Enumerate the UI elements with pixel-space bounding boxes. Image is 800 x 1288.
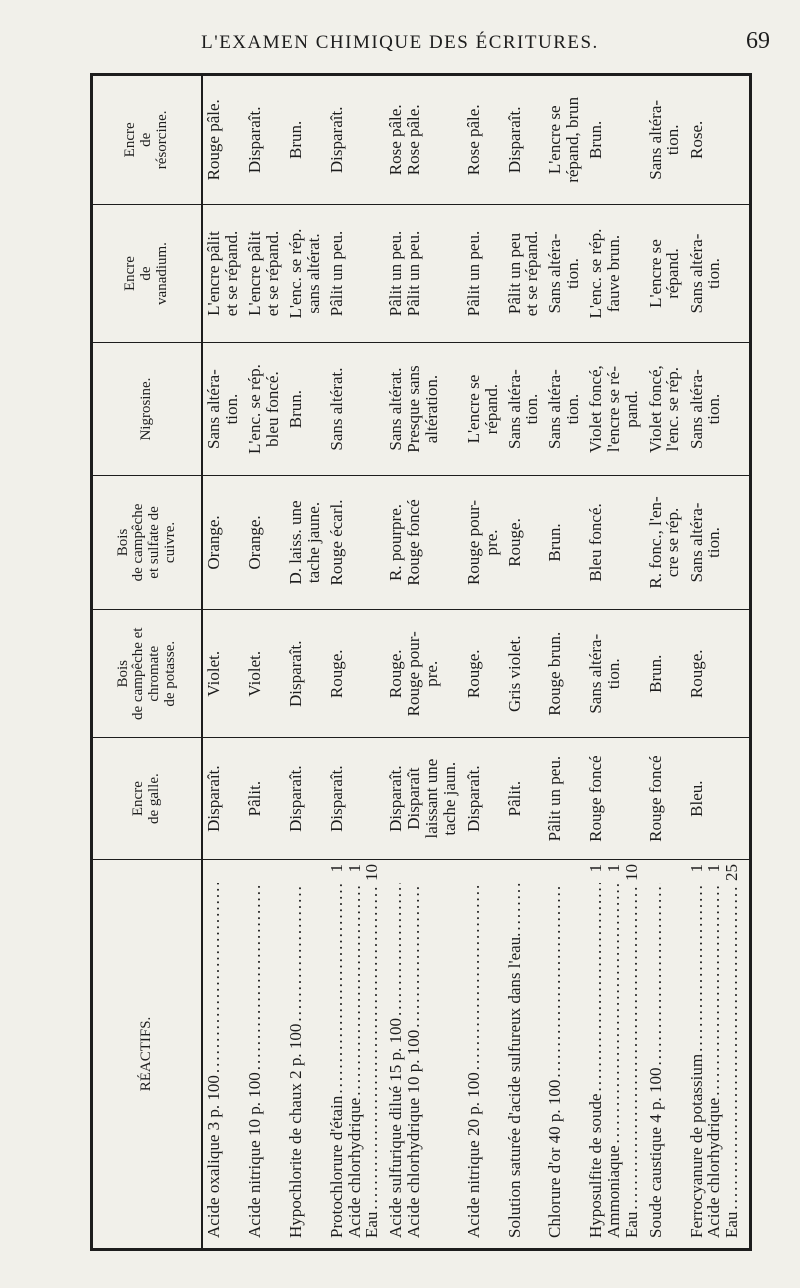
header-line: RÉACTIFS. bbox=[138, 1016, 155, 1092]
result-line: Disparaît. bbox=[463, 765, 483, 832]
dot-leader bbox=[647, 883, 665, 1066]
result-cell bbox=[504, 738, 545, 860]
header-line: de bbox=[138, 266, 155, 281]
result-line: L'encre pâlit bbox=[204, 231, 223, 316]
result-line: fauve brun. bbox=[604, 234, 624, 313]
result-cell bbox=[244, 76, 285, 204]
reactif-parts: 10 bbox=[362, 863, 382, 881]
result-line: tion. bbox=[704, 393, 724, 425]
result-cell bbox=[463, 76, 504, 204]
reactif-name: Acide chlorhydrique bbox=[344, 1097, 364, 1238]
result-cell bbox=[585, 204, 644, 343]
header-line: chromate bbox=[146, 645, 162, 702]
result-cell bbox=[686, 475, 750, 609]
result-line: Sans altérat. bbox=[326, 367, 346, 451]
result-cell bbox=[385, 475, 463, 609]
result-line: répand. bbox=[663, 248, 683, 299]
reactif-name: Acide oxalique 3 p. 100 bbox=[204, 1075, 223, 1238]
result-line: tion. bbox=[704, 258, 724, 289]
reactif-line bbox=[605, 864, 623, 1238]
result-cell bbox=[544, 204, 585, 343]
result-line: Orange. bbox=[244, 515, 264, 570]
dot-leader bbox=[723, 884, 741, 1210]
result-line: Pâlit un peu. bbox=[326, 230, 346, 317]
result-line: Bleu foncé. bbox=[586, 503, 606, 582]
reactif-parts: 1 bbox=[586, 863, 606, 873]
reactif-name: Eau bbox=[722, 1211, 742, 1238]
result-line: R. fonc., l'en- bbox=[645, 496, 665, 589]
running-title: L'EXAMEN CHIMIQUE DES ÉCRITURES. bbox=[201, 32, 599, 53]
table-frame bbox=[90, 73, 752, 1251]
dot-leader bbox=[328, 883, 346, 1094]
reactif-parts: 1 bbox=[704, 863, 724, 873]
result-cell bbox=[285, 610, 326, 738]
result-line: Sans altéra- bbox=[204, 369, 223, 449]
result-cell bbox=[202, 610, 244, 738]
reactif-parts: 1 bbox=[686, 863, 706, 873]
table-row bbox=[385, 76, 463, 1248]
header-line: Bois bbox=[114, 660, 131, 688]
header-line: Encre bbox=[122, 256, 139, 292]
result-cell bbox=[326, 610, 385, 738]
dot-leader bbox=[587, 883, 605, 1092]
result-line: Rouge brun. bbox=[545, 631, 565, 716]
result-line: Rose. bbox=[686, 120, 706, 159]
result-line: Disparaît. bbox=[204, 765, 223, 832]
dot-leader bbox=[623, 884, 641, 1210]
result-cell bbox=[285, 204, 326, 343]
result-line: Pâlit un peu. bbox=[385, 230, 405, 317]
page-number: 69 bbox=[746, 28, 770, 54]
result-cell bbox=[285, 343, 326, 475]
reagents-table bbox=[93, 76, 749, 1248]
result-line: et se répand. bbox=[262, 230, 282, 317]
result-line: Brun. bbox=[285, 120, 305, 159]
result-cell bbox=[244, 738, 285, 860]
result-line: Gris violet. bbox=[504, 635, 524, 713]
result-cell bbox=[385, 610, 463, 738]
column-header-nigrosine bbox=[93, 343, 202, 475]
result-cell bbox=[285, 738, 326, 860]
result-line: pre. bbox=[481, 529, 501, 556]
result-line: Sans altérat. bbox=[385, 367, 405, 451]
result-line: Rouge foncé bbox=[586, 755, 606, 842]
result-line: Brun. bbox=[285, 389, 305, 429]
column-header-campeche-chromate bbox=[93, 610, 202, 738]
result-cell bbox=[326, 76, 385, 204]
reactif-name: Ammoniaque bbox=[604, 1145, 624, 1238]
result-line: Disparaît. bbox=[285, 640, 305, 708]
result-cell bbox=[326, 343, 385, 475]
header-line: de galle. bbox=[146, 773, 162, 825]
dot-leader bbox=[246, 883, 264, 1070]
result-cell bbox=[686, 610, 750, 738]
table-row bbox=[285, 76, 326, 1248]
table-row bbox=[585, 76, 644, 1248]
result-line: altération. bbox=[421, 374, 441, 444]
column-header-campeche-sulfate bbox=[93, 475, 202, 609]
reactif-parts: 25 bbox=[722, 863, 742, 881]
result-cell bbox=[385, 76, 463, 204]
reactif-line bbox=[465, 864, 483, 1238]
result-line: Disparaît. bbox=[385, 765, 405, 832]
result-line: sans altérat. bbox=[303, 233, 323, 314]
result-line: tion. bbox=[522, 393, 542, 425]
result-line: laissant une bbox=[421, 758, 441, 839]
header-line: de campêche et bbox=[130, 627, 147, 720]
result-cell bbox=[202, 738, 244, 860]
result-line: Rouge. bbox=[463, 649, 483, 699]
result-cell bbox=[202, 475, 244, 609]
result-cell bbox=[544, 475, 585, 609]
dot-leader bbox=[346, 883, 364, 1096]
reactif-line bbox=[587, 864, 605, 1238]
result-line: Rouge écarl. bbox=[326, 499, 346, 586]
result-line: Rouge. bbox=[686, 649, 706, 699]
column-header-reactifs bbox=[93, 859, 202, 1248]
result-cell bbox=[326, 475, 385, 609]
table-row bbox=[645, 76, 686, 1248]
result-line: L'encre se bbox=[645, 239, 665, 308]
page-header bbox=[90, 28, 770, 58]
result-line: L'encre se bbox=[545, 105, 565, 175]
result-line: Bleu. bbox=[686, 780, 706, 817]
result-line: R. pourpre. bbox=[385, 504, 405, 581]
reactif-cell bbox=[585, 859, 644, 1248]
result-cell bbox=[463, 610, 504, 738]
result-line: Disparaît. bbox=[244, 106, 264, 174]
result-line: Rouge foncé bbox=[645, 755, 665, 842]
reactif-name: Acide chlorhydrique bbox=[704, 1097, 724, 1238]
result-line: D. laiss. une bbox=[285, 500, 305, 585]
reactif-name: Eau bbox=[362, 1211, 382, 1238]
result-cell bbox=[385, 343, 463, 475]
column-header-vanadium bbox=[93, 204, 202, 343]
result-cell bbox=[244, 204, 285, 343]
reactif-line bbox=[287, 864, 305, 1238]
result-cell bbox=[686, 76, 750, 204]
result-line: L'enc. se rép. bbox=[586, 228, 606, 319]
reactif-line bbox=[363, 864, 381, 1238]
result-line: Rouge pour- bbox=[403, 631, 423, 717]
result-line: Disparaît. bbox=[285, 765, 305, 832]
result-line: tache jaun. bbox=[439, 761, 459, 836]
reactif-cell bbox=[504, 859, 545, 1248]
result-cell bbox=[504, 610, 545, 738]
reactif-line bbox=[723, 864, 741, 1238]
result-line: Pâlit un peu bbox=[504, 232, 524, 315]
result-line: Disparaît bbox=[403, 767, 423, 830]
result-cell bbox=[645, 610, 686, 738]
result-cell bbox=[585, 76, 644, 204]
result-line: Rose pâle. bbox=[385, 104, 405, 176]
result-line: pand. bbox=[622, 390, 642, 428]
reactif-cell bbox=[686, 859, 750, 1248]
result-line: Pâlit. bbox=[244, 780, 264, 817]
result-line: Rouge. bbox=[326, 649, 346, 699]
result-line: tion. bbox=[663, 124, 683, 156]
reactif-parts: 1 bbox=[344, 863, 364, 873]
dot-leader bbox=[363, 884, 381, 1210]
result-cell bbox=[645, 738, 686, 860]
result-cell bbox=[645, 475, 686, 609]
result-line: tache jaune. bbox=[303, 501, 323, 584]
dot-leader bbox=[605, 883, 623, 1143]
result-line: Disparaît. bbox=[326, 106, 346, 174]
result-line: tion. bbox=[604, 658, 624, 690]
table-body bbox=[202, 76, 749, 1248]
result-cell bbox=[585, 343, 644, 475]
result-line: Pâlit. bbox=[504, 780, 524, 817]
reactif-line bbox=[387, 864, 405, 1238]
result-cell bbox=[326, 204, 385, 343]
result-line: L'encre pâlit bbox=[244, 231, 264, 316]
result-cell bbox=[504, 475, 545, 609]
result-line: Sans altéra- bbox=[504, 369, 524, 449]
result-line: et se répand. bbox=[522, 230, 542, 317]
result-cell bbox=[202, 76, 244, 204]
reactif-name: Hyposulfite de soude bbox=[586, 1093, 606, 1238]
result-line: L'enc. se rép. bbox=[244, 364, 264, 455]
result-line: Violet. bbox=[244, 650, 264, 697]
reactif-cell bbox=[645, 859, 686, 1248]
reactif-cell bbox=[244, 859, 285, 1248]
reactif-name: Chlorure d'or 40 p. 100 bbox=[545, 1079, 565, 1238]
header-line: Encre bbox=[130, 781, 147, 817]
header-line: de potasse. bbox=[161, 640, 178, 707]
reactif-line bbox=[688, 864, 706, 1238]
reactif-line bbox=[705, 864, 723, 1238]
result-line: Pâlit un peu. bbox=[463, 230, 483, 317]
column-header-encre-de-galle bbox=[93, 738, 202, 860]
reactif-name: Acide nitrique 10 p. 100 bbox=[244, 1072, 264, 1238]
reactif-line bbox=[506, 864, 524, 1238]
result-line: Pâlit un peu. bbox=[403, 230, 423, 317]
header-line: résorcine. bbox=[153, 110, 170, 170]
reactif-line bbox=[647, 864, 665, 1238]
dot-leader bbox=[506, 883, 524, 931]
reactif-name: Protochlorure d'étain bbox=[326, 1095, 346, 1238]
reactif-cell bbox=[326, 859, 385, 1248]
dot-leader bbox=[387, 883, 405, 1016]
result-line: Disparaît. bbox=[326, 765, 346, 832]
result-cell bbox=[463, 475, 504, 609]
result-line: Disparaît. bbox=[504, 106, 524, 174]
result-line: Sans altéra- bbox=[645, 99, 665, 180]
reactif-name: Ferrocyanure de potassium bbox=[686, 1053, 706, 1238]
result-line: Violet foncé, bbox=[586, 365, 606, 453]
result-line: Rouge foncé bbox=[403, 499, 423, 586]
reactif-name: Eau bbox=[622, 1211, 642, 1238]
result-cell bbox=[504, 76, 545, 204]
result-cell bbox=[244, 475, 285, 609]
header-line: et sulfate de bbox=[146, 506, 162, 579]
result-line: bleu foncé. bbox=[262, 371, 282, 447]
result-line: Presque sans bbox=[403, 365, 423, 453]
result-cell bbox=[285, 76, 326, 204]
result-cell bbox=[463, 343, 504, 475]
result-line: Sans altéra- bbox=[686, 233, 706, 314]
reactif-line bbox=[405, 864, 423, 1238]
table-row bbox=[244, 76, 285, 1248]
header-line: Nigrosine. bbox=[138, 377, 155, 441]
result-cell bbox=[544, 76, 585, 204]
header-line: vanadium. bbox=[153, 242, 170, 305]
header-line: cuivre. bbox=[161, 521, 178, 564]
result-cell bbox=[463, 204, 504, 343]
reactif-name: Hypochlorite de chaux 2 p. 100 bbox=[285, 1023, 305, 1238]
reactif-name: Acide nitrique 20 p. 100 bbox=[463, 1072, 483, 1238]
reactif-line bbox=[205, 864, 223, 1238]
table-row bbox=[504, 76, 545, 1248]
result-cell bbox=[686, 204, 750, 343]
dot-leader bbox=[205, 883, 223, 1073]
result-cell bbox=[686, 738, 750, 860]
result-line: cre se rép. bbox=[663, 507, 683, 578]
result-line: Rouge. bbox=[385, 649, 405, 699]
result-line: L'encre se bbox=[463, 374, 483, 444]
reactif-cell bbox=[385, 859, 463, 1248]
dot-leader bbox=[688, 883, 706, 1052]
table-row bbox=[686, 76, 750, 1248]
result-line: tion. bbox=[563, 393, 583, 425]
result-cell bbox=[585, 610, 644, 738]
result-cell bbox=[202, 204, 244, 343]
result-line: pre. bbox=[421, 660, 441, 687]
result-cell bbox=[544, 610, 585, 738]
result-line: Pâlit un peu. bbox=[545, 755, 565, 842]
column-header-resorcine bbox=[93, 76, 202, 204]
result-cell bbox=[645, 343, 686, 475]
result-line: Orange. bbox=[204, 515, 223, 570]
result-cell bbox=[244, 343, 285, 475]
result-cell bbox=[244, 610, 285, 738]
result-line: Sans altéra- bbox=[545, 369, 565, 449]
result-line: Rouge pâle. bbox=[204, 99, 223, 181]
result-line: Rose pâle. bbox=[463, 104, 483, 176]
result-line: Sans altéra- bbox=[686, 369, 706, 449]
header-line: Encre bbox=[122, 122, 139, 158]
reactif-cell bbox=[285, 859, 326, 1248]
result-line: l'enc. se rép. bbox=[663, 366, 683, 452]
result-cell bbox=[544, 343, 585, 475]
reactif-cell bbox=[463, 859, 504, 1248]
reactif-line bbox=[246, 864, 264, 1238]
header-line: Bois bbox=[114, 528, 131, 557]
result-line: Sans altéra- bbox=[545, 233, 565, 314]
dot-leader bbox=[465, 883, 483, 1070]
result-line: Sans altéra- bbox=[586, 633, 606, 714]
result-cell bbox=[385, 738, 463, 860]
result-line: Brun. bbox=[645, 654, 665, 693]
result-cell bbox=[585, 738, 644, 860]
table-row bbox=[326, 76, 385, 1248]
result-line: Violet foncé, bbox=[645, 365, 665, 453]
reactif-name: Acide chlorhydrique 10 p. 100 bbox=[403, 1029, 423, 1238]
result-line: tion. bbox=[704, 527, 724, 558]
result-line: répand, brun bbox=[563, 96, 583, 183]
result-cell bbox=[544, 738, 585, 860]
reactif-name: Acide sulfurique dilué 15 p. 100 bbox=[385, 1017, 405, 1238]
table-header-row bbox=[93, 76, 202, 1248]
result-cell bbox=[504, 343, 545, 475]
reactif-line bbox=[546, 864, 564, 1238]
reactif-cell bbox=[544, 859, 585, 1248]
reactif-line bbox=[328, 864, 346, 1238]
result-cell bbox=[645, 204, 686, 343]
reactif-cell bbox=[202, 859, 244, 1248]
result-line: répand. bbox=[481, 383, 501, 435]
reactif-name: Solution saturée d'acide sulfureux dans l'eau. bbox=[504, 932, 524, 1238]
dot-leader bbox=[705, 883, 723, 1096]
table-row bbox=[463, 76, 504, 1248]
reactif-line bbox=[623, 864, 641, 1238]
result-cell bbox=[385, 204, 463, 343]
result-cell bbox=[504, 204, 545, 343]
table-row bbox=[202, 76, 244, 1248]
result-line: Rouge. bbox=[504, 518, 524, 567]
reactif-parts: 1 bbox=[326, 863, 346, 873]
result-cell bbox=[645, 76, 686, 204]
result-line: l'encre se ré- bbox=[604, 366, 624, 453]
result-cell bbox=[585, 475, 644, 609]
result-line: Sans altéra- bbox=[686, 502, 706, 583]
result-line: et se répand. bbox=[221, 230, 241, 317]
table-row bbox=[544, 76, 585, 1248]
result-line: Violet. bbox=[204, 650, 223, 697]
result-line: Brun. bbox=[545, 523, 565, 562]
result-line: Brun. bbox=[586, 120, 606, 159]
result-cell bbox=[686, 343, 750, 475]
result-cell bbox=[202, 343, 244, 475]
reactif-line bbox=[346, 864, 364, 1238]
result-line: tion. bbox=[563, 258, 583, 289]
result-line: Rouge pour- bbox=[463, 499, 483, 586]
result-cell bbox=[326, 738, 385, 860]
result-line: Rose pâle. bbox=[403, 104, 423, 176]
reactif-parts: 10 bbox=[622, 863, 642, 881]
dot-leader bbox=[287, 883, 305, 1022]
dot-leader bbox=[546, 883, 564, 1078]
reactif-name: Soude caustique 4 p. 100 bbox=[645, 1067, 665, 1238]
reactif-parts: 1 bbox=[604, 863, 624, 873]
result-cell bbox=[463, 738, 504, 860]
header-line: de campêche bbox=[130, 503, 147, 582]
header-line: de bbox=[138, 132, 155, 147]
result-line: tion. bbox=[221, 393, 241, 425]
result-cell bbox=[285, 475, 326, 609]
result-line: L'enc. se rép. bbox=[285, 228, 305, 319]
dot-leader bbox=[405, 883, 423, 1028]
